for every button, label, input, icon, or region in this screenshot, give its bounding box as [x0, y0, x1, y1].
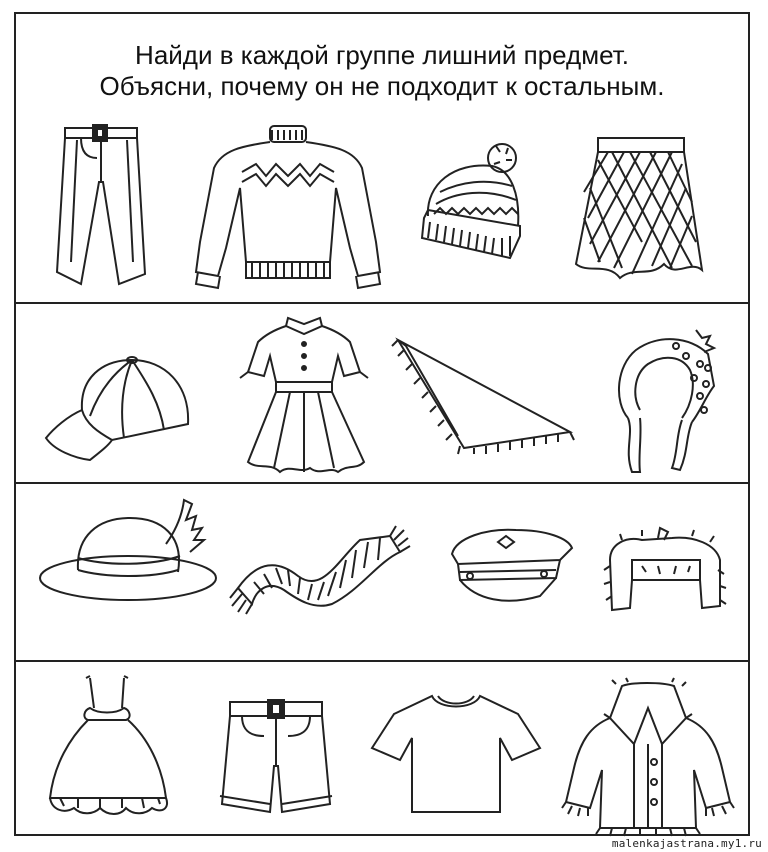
worksheet-frame	[14, 12, 750, 836]
instruction-line-1: Найди в каждой группе лишний предмет.	[135, 40, 629, 70]
group-divider-2	[16, 482, 748, 484]
dress-icon[interactable]	[234, 312, 374, 490]
trousers-icon[interactable]	[42, 122, 160, 292]
cap-icon[interactable]	[42, 354, 202, 464]
shawl-icon[interactable]	[394, 336, 576, 456]
group-divider-3	[16, 660, 748, 662]
group-divider-1	[16, 302, 748, 304]
brimmed-hat-icon[interactable]	[36, 494, 222, 606]
sundress-icon[interactable]	[44, 674, 174, 824]
instruction-title	[16, 40, 748, 102]
scarf-icon[interactable]	[228, 520, 410, 614]
skirt-icon[interactable]	[568, 132, 708, 294]
fur-coat-icon[interactable]	[562, 678, 734, 838]
site-watermark: malenkajastrana.my1.ru	[611, 837, 762, 850]
shorts-icon[interactable]	[216, 696, 336, 822]
peaked-cap-icon[interactable]	[436, 524, 580, 612]
bonnet-icon[interactable]	[606, 326, 718, 476]
knit-hat-icon[interactable]	[416, 138, 536, 278]
tshirt-icon[interactable]	[368, 688, 544, 818]
instruction-line-2: Объясни, почему он не подходит к остальным.	[99, 71, 665, 101]
fur-hat-icon[interactable]	[602, 526, 726, 622]
sweater-icon[interactable]	[192, 122, 382, 292]
